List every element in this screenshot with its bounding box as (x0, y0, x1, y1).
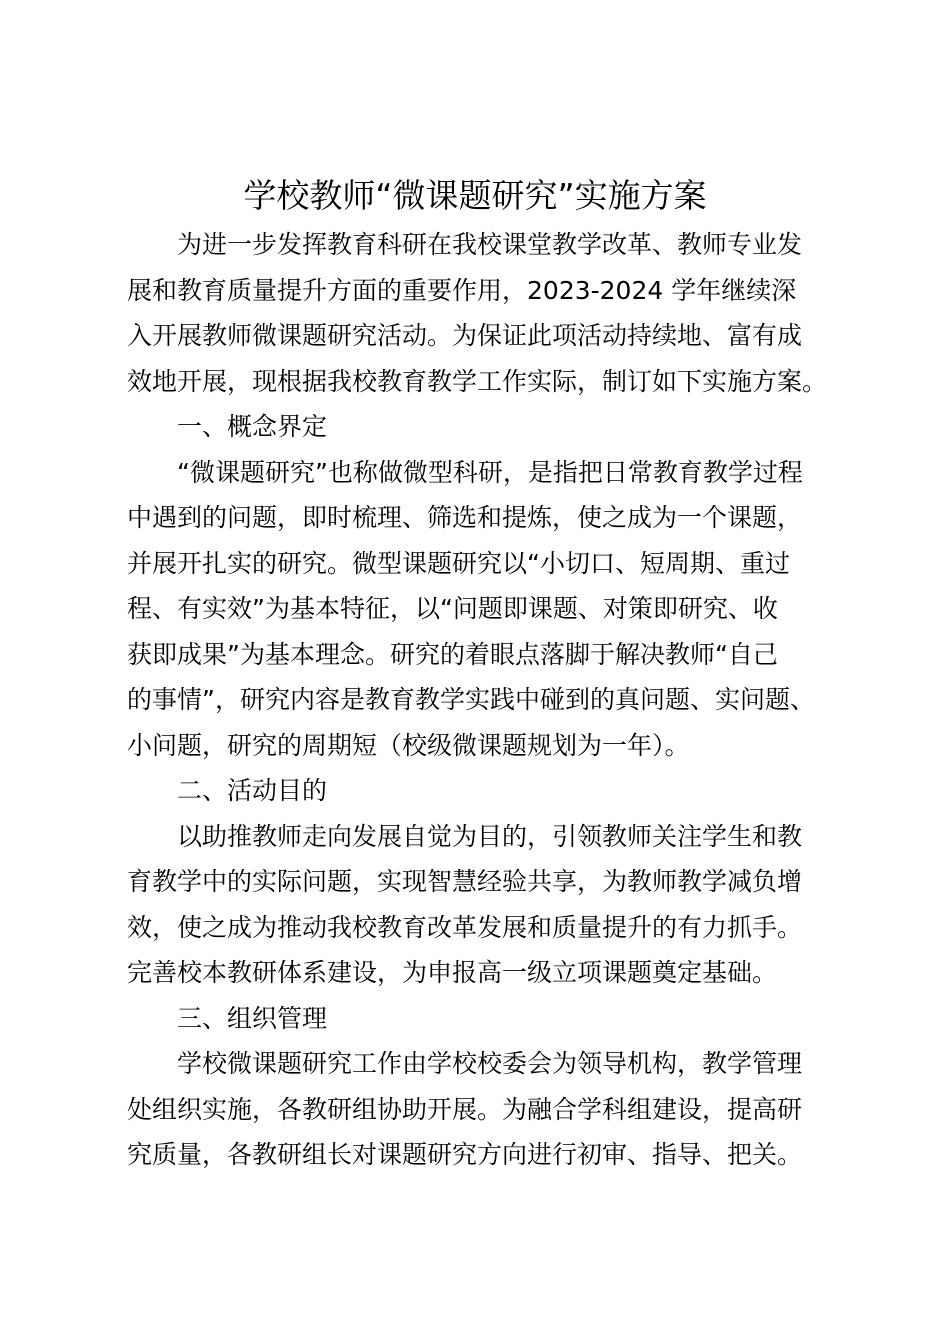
paragraph-intro-line: 入开展教师微课题研究活动。为保证此项活动持续地、富有成 (127, 321, 803, 350)
section-heading-purpose: 二、活动目的 (177, 776, 328, 805)
paragraph-intro-line: 为进一步发挥教育科研在我校课堂教学改革、教师专业发 (177, 230, 803, 259)
section-heading-concept: 一、概念界定 (177, 412, 328, 441)
paragraph-concept-line: “微课题研究”也称做微型科研，是指把日常教育教学过程 (177, 457, 803, 487)
paragraph-intro-line: 展和教育质量提升方面的重要作用，2023-2024 学年继续深 (127, 275, 797, 305)
section-heading-organization: 三、组织管理 (177, 1003, 328, 1033)
paragraph-organization-line: 处组织实施，各教研组协助开展。为融合学科组建设，提高研 (127, 1094, 803, 1124)
paragraph-concept-line: 的事情”，研究内容是教育教学实践中碰到的真问题、实问题、 (127, 685, 815, 714)
paragraph-purpose-line: 育教学中的实际问题，实现智慧经验共享，为教师教学减负增 (127, 867, 803, 896)
paragraph-concept-line: 获即成果”为基本理念。研究的着眼点落脚于解决教师“自己 (127, 639, 778, 669)
paragraph-organization-line: 学校微课题研究工作由学校校委会为领导机构，教学管理 (177, 1049, 803, 1078)
paragraph-purpose-line: 完善校本教研体系建设，为申报高一级立项课题奠定基础。 (127, 958, 778, 987)
paragraph-concept-line: 程、有实效”为基本特征，以“问题即课题、对策即研究、收 (127, 594, 778, 623)
document-title: 学校教师“微课题研究”实施方案 (243, 176, 707, 215)
paragraph-intro-line: 效地开展，现根据我校教育教学工作实际，制订如下实施方案。 (127, 366, 828, 396)
paragraph-concept-line: 中遇到的问题，即时梳理、筛选和提炼，使之成为一个课题， (127, 503, 803, 532)
paragraph-concept-line: 小问题，研究的周期短（校级微课题规划为一年）。 (127, 730, 690, 760)
paragraph-organization-line: 究质量，各教研组长对课题研究方向进行初审、指导、把关。 (127, 1140, 803, 1169)
paragraph-concept-line: 并展开扎实的研究。微型课题研究以“小切口、短周期、重过 (127, 548, 790, 578)
paragraph-purpose-line: 效，使之成为推动我校教育改革发展和质量提升的有力抓手。 (127, 912, 803, 942)
document-body (127, 222, 827, 1178)
paragraph-purpose-line: 以助推教师走向发展自觉为目的，引领教师关注学生和教 (177, 821, 803, 851)
